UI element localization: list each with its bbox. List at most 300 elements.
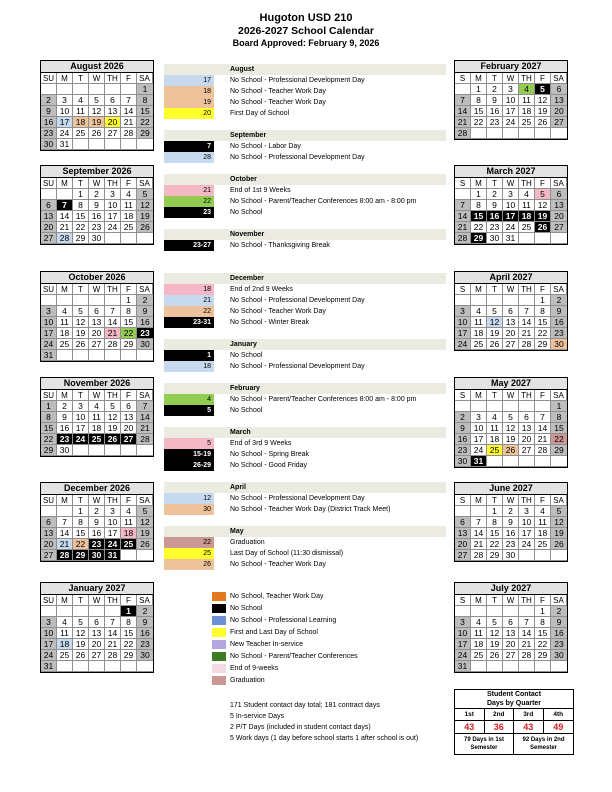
event-row (164, 548, 446, 559)
quarter-label: 1st (455, 709, 485, 721)
weekday-header: S (455, 284, 471, 295)
day-cell: 18 (57, 328, 73, 339)
day-cell: 19 (137, 528, 153, 539)
day-cell: 23 (137, 639, 153, 650)
event-description: No School (230, 407, 263, 414)
day-cell: 19 (105, 423, 121, 434)
day-cell: 18 (57, 639, 73, 650)
day-cell: 29 (487, 550, 503, 561)
day-cell: 28 (455, 233, 471, 244)
empty-day (503, 606, 519, 617)
day-cell: 9 (89, 200, 105, 211)
event-description: No School - Teacher Work Day (230, 99, 326, 106)
month-title: November 2026 (41, 378, 153, 390)
day-cell: 20 (551, 106, 567, 117)
day-cell: 12 (73, 628, 89, 639)
empty-day (105, 350, 121, 361)
month-title: February 2027 (455, 61, 567, 73)
event-month-label: January (230, 341, 257, 348)
day-cell: 7 (121, 95, 137, 106)
day-cell: 9 (57, 412, 73, 423)
weekday-header: W (89, 595, 105, 606)
day-cell: 6 (89, 617, 105, 628)
day-cell: 7 (455, 200, 471, 211)
legend-swatch (212, 592, 226, 601)
month-calendar (454, 60, 568, 140)
event-description: No School - Labor Day (230, 143, 301, 150)
weekday-header: SU (41, 178, 57, 189)
weekday-header: M (471, 178, 487, 189)
event-row (164, 350, 446, 361)
day-cell: 11 (535, 517, 551, 528)
day-cell: 9 (551, 306, 567, 317)
day-cell: 30 (503, 550, 519, 561)
event-description: No School - Spring Break (230, 451, 309, 458)
day-cell: 17 (503, 106, 519, 117)
day-cell: 1 (73, 506, 89, 517)
month-calendar (40, 582, 154, 673)
empty-day (73, 139, 89, 150)
event-row (164, 438, 446, 449)
event-month-label: April (230, 484, 246, 491)
empty-day (57, 350, 73, 361)
empty-day (57, 295, 73, 306)
weekday-header: M (57, 595, 73, 606)
day-cell: 4 (519, 84, 535, 95)
day-cell: 1 (471, 189, 487, 200)
day-cell: 2 (89, 506, 105, 517)
empty-day (503, 456, 519, 467)
empty-day (121, 139, 137, 150)
day-cell: 11 (519, 95, 535, 106)
day-cell: 4 (121, 506, 137, 517)
day-cell: 9 (455, 423, 471, 434)
day-cell: 13 (41, 211, 57, 222)
event-month-label: March (230, 429, 251, 436)
legend-item (212, 615, 452, 626)
day-cell: 3 (73, 401, 89, 412)
day-cell: 25 (121, 539, 137, 550)
weekday-header: TH (105, 595, 121, 606)
day-cell: 29 (73, 233, 89, 244)
day-cell: 26 (73, 339, 89, 350)
empty-day (487, 606, 503, 617)
event-date: 5 (164, 438, 214, 449)
day-cell: 2 (551, 606, 567, 617)
empty-day (551, 233, 567, 244)
day-cell: 25 (121, 222, 137, 233)
day-cell: 30 (551, 650, 567, 661)
event-date: 19 (164, 97, 214, 108)
day-cell: 29 (121, 339, 137, 350)
day-cell: 8 (121, 306, 137, 317)
weekday-header: SA (551, 284, 567, 295)
empty-day (455, 189, 471, 200)
day-cell: 7 (455, 95, 471, 106)
quarter-days: 36 (485, 721, 515, 734)
day-cell: 26 (535, 117, 551, 128)
event-description: End of 1st 9 Weeks (230, 187, 291, 194)
day-cell: 21 (519, 328, 535, 339)
day-cell: 21 (57, 539, 73, 550)
event-month-header (164, 427, 446, 438)
weekday-header: W (89, 178, 105, 189)
day-cell: 24 (41, 339, 57, 350)
day-cell: 29 (121, 650, 137, 661)
empty-day (89, 139, 105, 150)
day-cell: 18 (535, 528, 551, 539)
day-cell: 27 (89, 339, 105, 350)
event-month-header (164, 229, 446, 240)
quarter-days: 43 (455, 721, 485, 734)
weekday-header: TH (105, 73, 121, 84)
day-cell: 15 (121, 317, 137, 328)
day-cell: 12 (503, 423, 519, 434)
day-cell: 14 (105, 317, 121, 328)
day-cell: 10 (57, 106, 73, 117)
day-cell: 28 (137, 434, 153, 445)
weekday-header: F (535, 284, 551, 295)
weekday-header: W (503, 284, 519, 295)
day-cell: 16 (41, 117, 57, 128)
event-description: No School - Teacher Work Day (230, 88, 326, 95)
day-cell: 17 (455, 639, 471, 650)
day-cell: 3 (471, 412, 487, 423)
day-cell: 19 (535, 106, 551, 117)
day-cell: 20 (503, 328, 519, 339)
event-date: 21 (164, 295, 214, 306)
day-cell: 31 (503, 233, 519, 244)
day-cell: 2 (503, 506, 519, 517)
day-cell: 21 (105, 639, 121, 650)
day-cell: 9 (89, 517, 105, 528)
day-cell: 14 (137, 412, 153, 423)
day-cell: 18 (121, 211, 137, 222)
event-description: First Day of School (230, 110, 290, 117)
empty-day (89, 350, 105, 361)
legend-item (212, 663, 452, 674)
day-cell: 3 (57, 95, 73, 106)
day-cell: 22 (535, 639, 551, 650)
day-cell: 27 (41, 233, 57, 244)
day-cell: 13 (519, 423, 535, 434)
day-cell: 4 (89, 401, 105, 412)
day-cell: 17 (73, 423, 89, 434)
day-cell: 11 (471, 628, 487, 639)
legend-item (212, 603, 452, 614)
legend-item (212, 651, 452, 662)
day-cell: 5 (487, 306, 503, 317)
day-cell: 29 (535, 339, 551, 350)
event-description: End of 3rd 9 Weeks (230, 440, 292, 447)
weekday-header: TH (105, 495, 121, 506)
day-cell: 31 (41, 350, 57, 361)
day-cell: 19 (535, 211, 551, 222)
day-cell: 16 (137, 628, 153, 639)
day-cell: 2 (41, 95, 57, 106)
stat-line: 171 Student contact day total; 181 contract days (230, 702, 380, 709)
day-cell: 7 (57, 200, 73, 211)
event-month-label: October (230, 176, 257, 183)
day-cell: 1 (535, 606, 551, 617)
weekday-header: T (487, 390, 503, 401)
day-cell: 24 (455, 650, 471, 661)
empty-day (105, 139, 121, 150)
weekday-header: TH (519, 390, 535, 401)
day-cell: 10 (73, 412, 89, 423)
day-cell: 19 (73, 639, 89, 650)
weekday-header: TH (519, 284, 535, 295)
calendar-stats (230, 700, 418, 744)
empty-day (89, 295, 105, 306)
legend-item (212, 591, 452, 602)
day-cell: 16 (551, 628, 567, 639)
empty-day (41, 506, 57, 517)
empty-day (519, 456, 535, 467)
empty-day (551, 550, 567, 561)
day-cell: 14 (121, 106, 137, 117)
day-cell: 18 (73, 117, 89, 128)
day-cell: 30 (57, 445, 73, 456)
day-cell: 28 (105, 339, 121, 350)
day-cell: 1 (137, 84, 153, 95)
day-cell: 6 (89, 306, 105, 317)
day-cell: 25 (487, 445, 503, 456)
event-month-header (164, 130, 446, 141)
day-cell: 30 (89, 233, 105, 244)
event-month-label: February (230, 385, 260, 392)
day-cell: 2 (137, 606, 153, 617)
weekday-header: F (121, 178, 137, 189)
day-cell: 8 (535, 617, 551, 628)
legend-label: First and Last Day of School (230, 629, 318, 636)
month-title: August 2026 (41, 61, 153, 73)
empty-day (487, 401, 503, 412)
day-cell: 23 (455, 445, 471, 456)
day-cell: 29 (535, 650, 551, 661)
day-cell: 23 (551, 639, 567, 650)
empty-day (121, 350, 137, 361)
day-cell: 25 (57, 650, 73, 661)
legend-swatch (212, 676, 226, 685)
stat-line: 2 P/T Days (included in student contact days) (230, 724, 371, 731)
event-row (164, 284, 446, 295)
empty-day (89, 661, 105, 672)
empty-day (121, 233, 137, 244)
day-cell: 24 (519, 539, 535, 550)
empty-day (535, 233, 551, 244)
day-cell: 2 (455, 412, 471, 423)
day-cell: 15 (137, 106, 153, 117)
day-cell: 28 (519, 650, 535, 661)
day-cell: 5 (551, 506, 567, 517)
day-cell: 12 (487, 317, 503, 328)
day-cell: 26 (487, 650, 503, 661)
weekday-header: S (455, 495, 471, 506)
day-cell: 4 (535, 506, 551, 517)
day-cell: 18 (519, 211, 535, 222)
day-cell: 16 (89, 528, 105, 539)
day-cell: 11 (121, 200, 137, 211)
weekday-header: S (455, 178, 471, 189)
day-cell: 4 (471, 306, 487, 317)
weekday-header: F (535, 178, 551, 189)
empty-day (41, 606, 57, 617)
event-description: No School (230, 352, 263, 359)
day-cell: 27 (519, 445, 535, 456)
day-cell: 30 (551, 339, 567, 350)
empty-day (535, 401, 551, 412)
empty-day (73, 295, 89, 306)
day-cell: 7 (519, 306, 535, 317)
quarter-label: 4th (544, 709, 574, 721)
weekday-header: SU (41, 284, 57, 295)
day-cell: 8 (471, 200, 487, 211)
day-cell: 27 (551, 117, 567, 128)
event-date: 15-19 (164, 449, 214, 460)
event-description: No School - Winter Break (230, 319, 309, 326)
day-cell: 3 (105, 506, 121, 517)
day-cell: 17 (519, 528, 535, 539)
empty-day (57, 606, 73, 617)
empty-day (73, 84, 89, 95)
day-cell: 11 (121, 517, 137, 528)
event-description: No School - Teacher Work Day (230, 561, 326, 568)
day-cell: 8 (535, 306, 551, 317)
day-cell: 29 (41, 445, 57, 456)
day-cell: 18 (487, 434, 503, 445)
empty-day (471, 128, 487, 139)
day-cell: 25 (89, 434, 105, 445)
day-cell: 13 (41, 528, 57, 539)
day-cell: 13 (105, 106, 121, 117)
day-cell: 23 (89, 222, 105, 233)
day-cell: 10 (503, 95, 519, 106)
weekday-header: SA (137, 495, 153, 506)
day-cell: 10 (519, 517, 535, 528)
day-cell: 26 (105, 434, 121, 445)
event-date: 25 (164, 548, 214, 559)
empty-day (503, 401, 519, 412)
day-cell: 6 (519, 412, 535, 423)
empty-day (41, 189, 57, 200)
day-cell: 21 (121, 117, 137, 128)
event-date: 22 (164, 306, 214, 317)
day-cell: 24 (73, 434, 89, 445)
empty-day (503, 128, 519, 139)
day-cell: 28 (57, 233, 73, 244)
calendar-title: 2026-2027 School Calendar (238, 25, 374, 37)
empty-day (551, 128, 567, 139)
event-month-header (164, 339, 446, 350)
day-cell: 4 (471, 617, 487, 628)
board-approved-date: Board Approved: February 9, 2026 (232, 38, 380, 48)
empty-day (89, 445, 105, 456)
legend-item (212, 675, 452, 686)
day-cell: 8 (73, 517, 89, 528)
legend-item (212, 627, 452, 638)
day-cell: 19 (89, 117, 105, 128)
day-cell: 3 (455, 617, 471, 628)
day-cell: 16 (89, 211, 105, 222)
day-cell: 31 (105, 550, 121, 561)
day-cell: 24 (105, 222, 121, 233)
empty-day (519, 128, 535, 139)
event-date: 12 (164, 493, 214, 504)
day-cell: 21 (471, 539, 487, 550)
day-cell: 5 (105, 401, 121, 412)
weekday-header: W (503, 595, 519, 606)
empty-day (535, 550, 551, 561)
day-cell: 17 (41, 639, 57, 650)
event-date: 28 (164, 152, 214, 163)
day-cell: 30 (137, 650, 153, 661)
day-cell: 16 (551, 317, 567, 328)
day-cell: 21 (105, 328, 121, 339)
weekday-header: F (121, 73, 137, 84)
day-cell: 20 (89, 328, 105, 339)
empty-day (73, 445, 89, 456)
event-row (164, 141, 446, 152)
event-date: 30 (164, 504, 214, 515)
event-date: 5 (164, 405, 214, 416)
event-row (164, 152, 446, 163)
event-date: 7 (164, 141, 214, 152)
event-description: No School - Professional Development Day (230, 77, 365, 84)
weekday-header: S (455, 73, 471, 84)
day-cell: 7 (105, 306, 121, 317)
day-cell: 26 (137, 222, 153, 233)
empty-day (57, 506, 73, 517)
event-date: 4 (164, 394, 214, 405)
event-row (164, 196, 446, 207)
day-cell: 31 (41, 661, 57, 672)
day-cell: 13 (551, 95, 567, 106)
day-cell: 22 (471, 222, 487, 233)
day-cell: 20 (519, 434, 535, 445)
day-cell: 27 (41, 550, 57, 561)
day-cell: 23 (503, 539, 519, 550)
day-cell: 1 (551, 401, 567, 412)
empty-day (519, 233, 535, 244)
day-cell: 3 (503, 189, 519, 200)
day-cell: 17 (503, 211, 519, 222)
empty-day (487, 456, 503, 467)
weekday-header: T (73, 284, 89, 295)
event-description: No School - Good Friday (230, 462, 308, 469)
event-date: 23 (164, 207, 214, 218)
event-row (164, 306, 446, 317)
event-description: No School - Parent/Teacher Conferences 8:00 am - 8:00 pm (230, 198, 417, 205)
empty-day (471, 295, 487, 306)
day-cell: 12 (535, 95, 551, 106)
day-cell: 25 (519, 222, 535, 233)
weekday-header: W (503, 495, 519, 506)
day-cell: 14 (57, 211, 73, 222)
day-cell: 12 (137, 517, 153, 528)
weekday-header: T (73, 595, 89, 606)
day-cell: 1 (41, 401, 57, 412)
day-cell: 30 (41, 139, 57, 150)
empty-day (471, 506, 487, 517)
day-cell: 18 (519, 106, 535, 117)
day-cell: 26 (487, 339, 503, 350)
day-cell: 24 (503, 117, 519, 128)
day-cell: 23 (487, 117, 503, 128)
weekday-header: W (89, 390, 105, 401)
semester-1-days: 79 Days in 1st Semester (455, 734, 514, 754)
event-date: 22 (164, 537, 214, 548)
